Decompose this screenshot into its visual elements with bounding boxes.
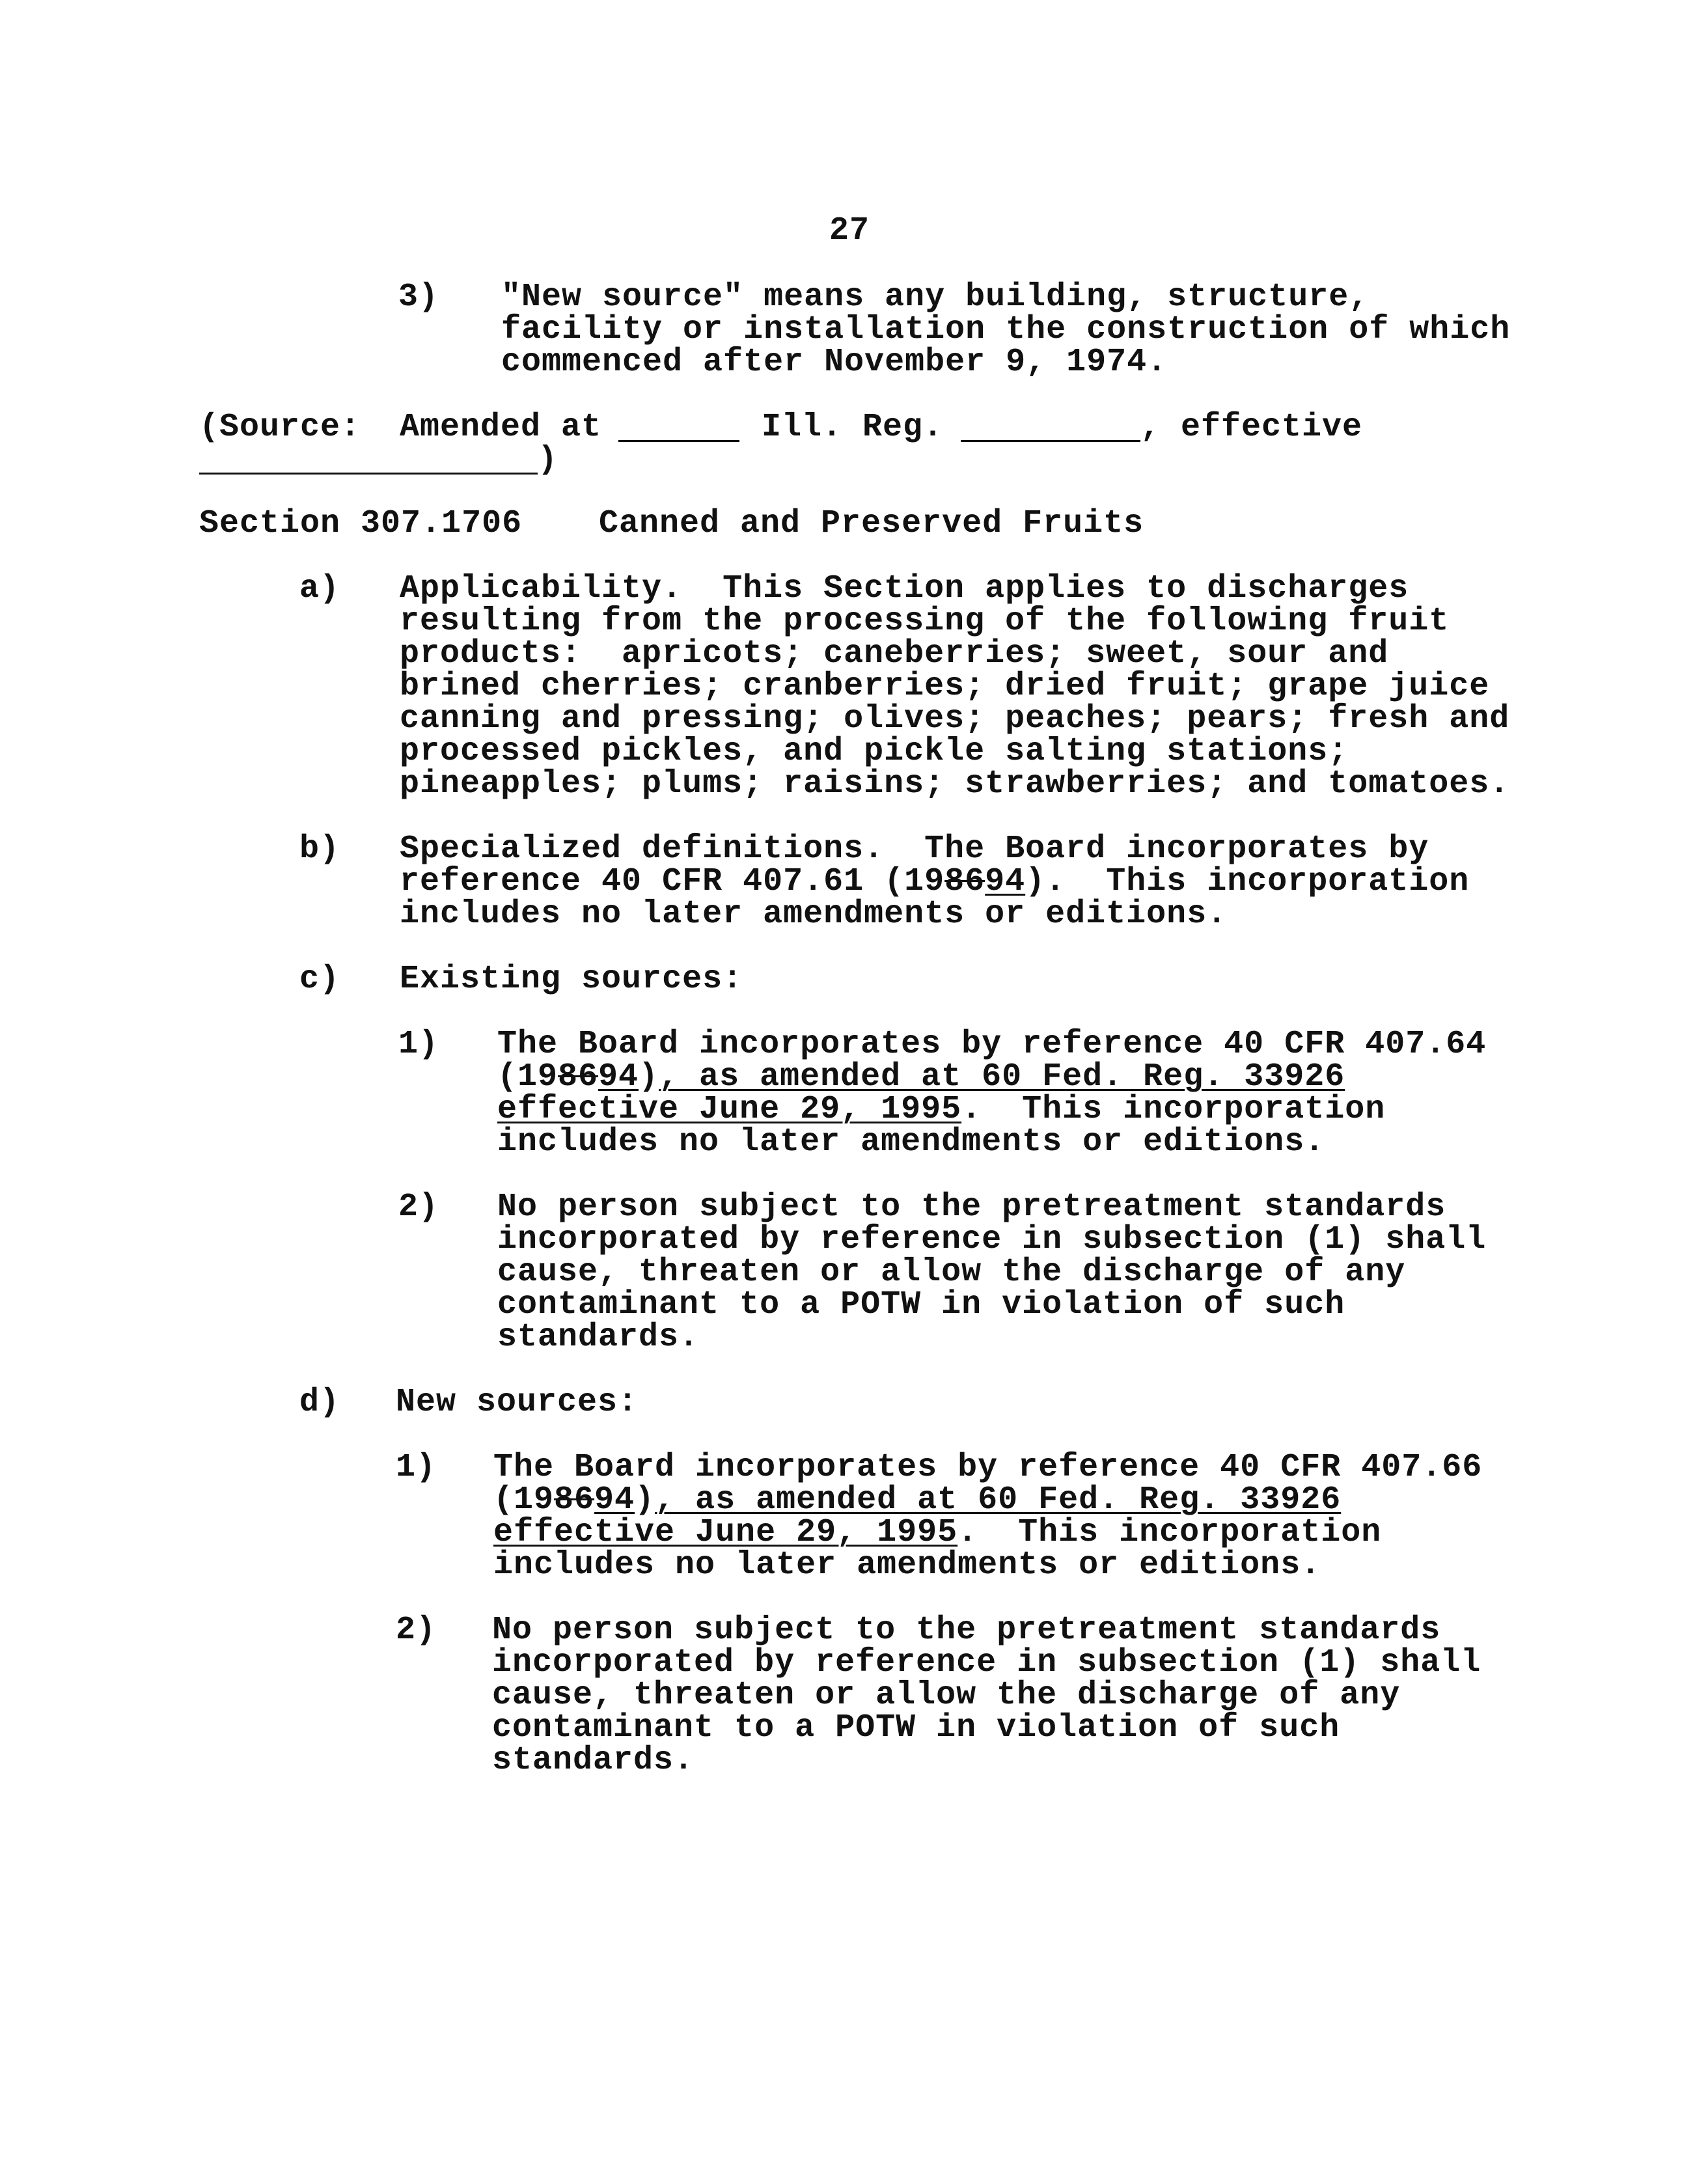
source-note-close: ) [538, 441, 558, 478]
subsection-label-a: a) [299, 570, 340, 607]
definitions-line: reference 40 CFR 407.61 (198694). This incorporation [400, 863, 1470, 900]
incorporation-line: (198694), as amended at 60 Fed. Reg. 33926 [497, 1058, 1345, 1095]
prohibition-line: contaminant to a POTW in violation of such [492, 1709, 1340, 1746]
page-blank [961, 414, 1140, 442]
subsection-label-d: d) [299, 1384, 340, 1421]
incorporation-line: includes no later amendments or editions. [497, 1123, 1325, 1161]
prohibition-line: standards. [497, 1319, 700, 1356]
subsection-label-c: c) [299, 961, 340, 998]
inserted-year: 94 [594, 1481, 635, 1519]
applicability-line: products: apricots; caneberries; sweet, sour and [400, 635, 1389, 672]
applicability-line: canning and pressing; olives; peaches; pears; fresh and [400, 700, 1510, 737]
inserted-effective-date: effective June 29, 1995 [493, 1514, 958, 1551]
incorporation-line: includes no later amendments or editions. [493, 1547, 1321, 1584]
inserted-year: 94 [598, 1058, 639, 1095]
source-note-amended: Amended at [400, 409, 602, 446]
inserted-amendment: , as amended at 60 Fed. Reg. 33926 [659, 1058, 1345, 1095]
struck-year: 86 [944, 863, 985, 900]
prohibition-line: cause, threaten or allow the discharge of any [492, 1677, 1401, 1714]
applicability-line: Applicability. This Section applies to discharges [400, 570, 1409, 607]
incorporation-line: effective June 29, 1995. This incorporation [493, 1514, 1382, 1551]
source-note-effective: , effective [1140, 409, 1363, 446]
new-sources-heading: New sources: [396, 1384, 639, 1421]
incorporation-line: The Board incorporates by reference 40 CFR 407.64 [497, 1026, 1487, 1063]
page-number: 27 [829, 212, 870, 249]
applicability-line: resulting from the processing of the following fruit [400, 603, 1450, 640]
prohibition-line: No person subject to the pretreatment standards [497, 1189, 1446, 1226]
incorporation-line: effective June 29, 1995. This incorporation [497, 1091, 1386, 1128]
struck-year: 86 [558, 1058, 599, 1095]
applicability-line: pineapples; plums; raisins; strawberries; and tomatoes. [400, 765, 1510, 803]
applicability-line: brined cherries; cranberries; dried fruit; grape juice [400, 668, 1490, 705]
section-number: Section 307.1706 [199, 505, 523, 542]
definitions-line: Specialized definitions. The Board incorporates by [400, 831, 1429, 868]
incorporation-line: The Board incorporates by reference 40 CFR 407.66 [493, 1449, 1483, 1486]
prohibition-line: contaminant to a POTW in violation of such [497, 1286, 1345, 1323]
item-label: 1) [396, 1449, 437, 1486]
struck-year: 86 [554, 1481, 595, 1519]
volume-blank [618, 414, 739, 442]
item-label: 3) [398, 279, 439, 316]
item-label: 2) [396, 1612, 437, 1649]
applicability-line: processed pickles, and pickle salting stations; [400, 733, 1349, 770]
definition-line: "New source" means any building, structure, [501, 279, 1370, 316]
definitions-line: includes no later amendments or editions. [400, 896, 1228, 933]
source-note-ill-reg: Ill. Reg. [762, 409, 944, 446]
source-note-open: (Source: [199, 409, 361, 446]
effective-date-blank [199, 447, 538, 475]
existing-sources-heading: Existing sources: [400, 961, 743, 998]
item-label: 2) [398, 1189, 439, 1226]
section-title: Canned and Preserved Fruits [599, 505, 1144, 542]
prohibition-line: standards. [492, 1742, 695, 1779]
inserted-year: 94 [985, 863, 1026, 900]
subsection-label-b: b) [299, 831, 340, 868]
inserted-effective-date: effective June 29, 1995 [497, 1091, 962, 1128]
inserted-amendment: , as amended at 60 Fed. Reg. 33926 [655, 1481, 1342, 1519]
definition-line: commenced after November 9, 1974. [501, 344, 1168, 381]
prohibition-line: cause, threaten or allow the discharge of any [497, 1254, 1406, 1291]
definition-line: facility or installation the construction of which [501, 311, 1511, 348]
incorporation-line: (198694), as amended at 60 Fed. Reg. 33926 [493, 1481, 1342, 1519]
prohibition-line: incorporated by reference in subsection (1) shall [497, 1221, 1487, 1258]
item-label: 1) [398, 1026, 439, 1063]
prohibition-line: incorporated by reference in subsection (1) shall [492, 1644, 1481, 1681]
prohibition-line: No person subject to the pretreatment standards [492, 1612, 1441, 1649]
